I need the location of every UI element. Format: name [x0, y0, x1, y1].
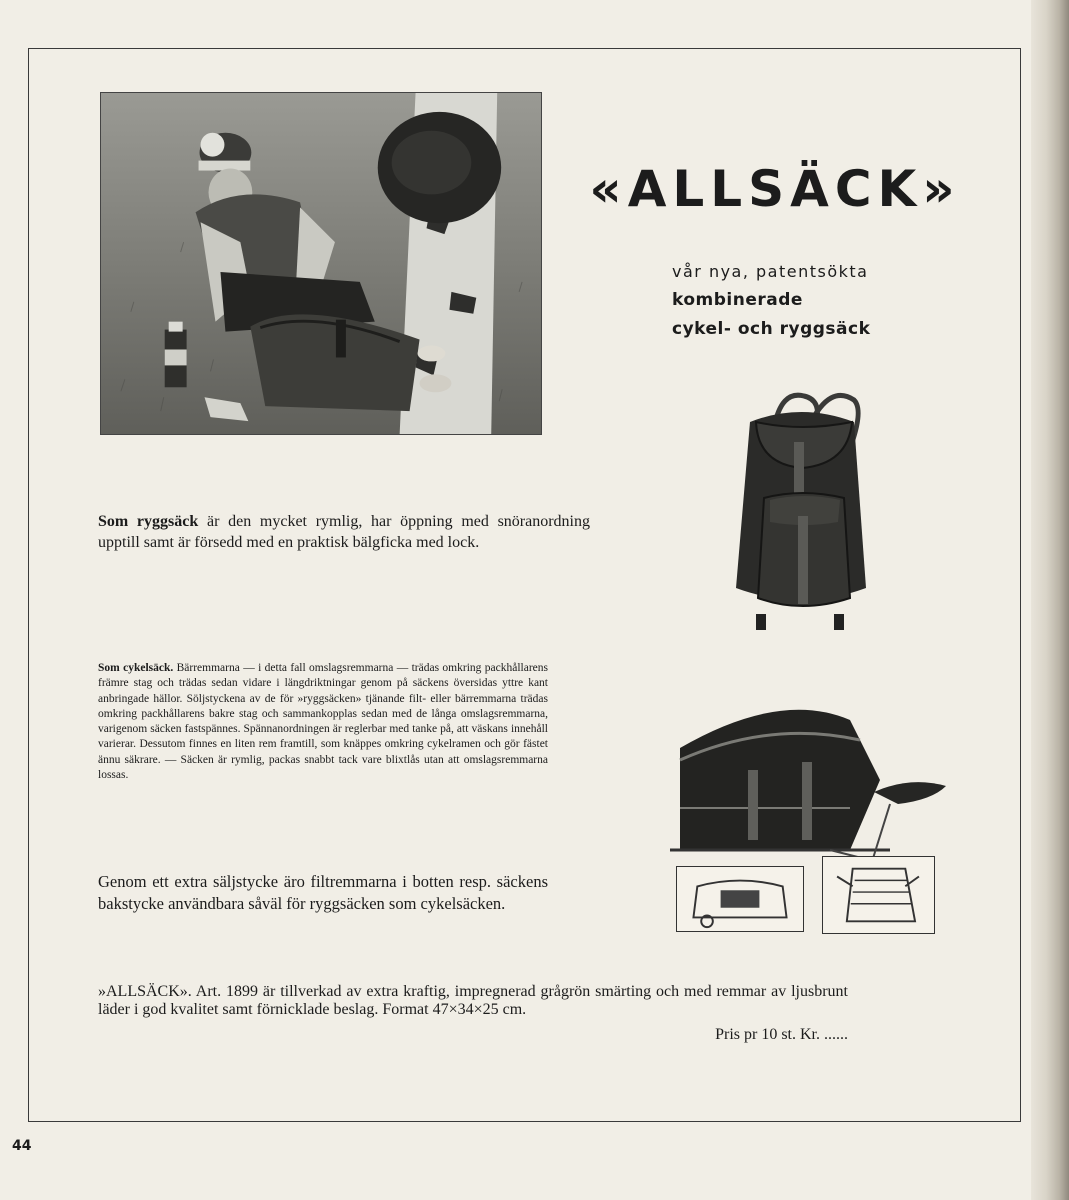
drawing-rucksack — [726, 388, 876, 636]
paragraph-bicycle-bag — [98, 661, 548, 783]
drawing-bicycle-bag — [660, 700, 950, 870]
paragraph-bicycle-lead: Som cykelsäck. — [98, 662, 174, 674]
paragraph-bicycle-text: Bärremmarna — i detta fall omslagsremmarna — trädas omkring packhållarens främre stag och trädas sedan vidare i längdriktningar genom på säckens översidas yttre kant anbringade hällor. Söljstyckena av de för »ryggsäcken» tjänande filt- eller bärremmarna trädas omkring packhållarens bakre stag och sammankopplas sedan med de långa omslagsremmarna, varigenom säcken fastspännes. Spännanordningen är reglerbar med tanke på, att väskans innehåll varierar. Dessutom finnes en liten rem framtill, som knäppes omkring cykelramen och gör fästet ännu säkrare. — Säcken är rymlig, packas snabbt tack vare blixtlås utan att omslagsremmarna lossas. — [98, 662, 548, 782]
headline-allsack: «ALLSÄCK» — [589, 160, 961, 218]
inset-attachment-detail-1 — [676, 866, 804, 932]
subtitle-line-3: cykel- och ryggsäck — [672, 319, 871, 339]
paragraph-rucksack — [98, 511, 590, 553]
photo-man-packing-rucksack — [100, 92, 542, 435]
page-edge-shadow — [1031, 0, 1069, 1200]
inset-attachment-detail-2 — [822, 856, 935, 934]
product-caption: »ALLSÄCK». Art. 1899 är tillverkad av extra kraftig, impregnerad grågrön smärting och med remmar av ljusbrunt läder i god kvalitet samt förnicklade beslag. Format 47×34×25 cm. — [98, 983, 848, 1018]
paragraph-extra-buckle: Genom ett extra säljstycke äro filtremmarna i botten resp. säckens bakstycke användbara såväl för ryggsäcken som cykelsäcken. — [98, 872, 548, 913]
subtitle-line-2: kombinerade — [672, 290, 803, 310]
price-line: Pris pr 10 st. Kr. ...... — [715, 1026, 848, 1043]
subtitle-line-1: vår nya, patentsökta — [672, 262, 869, 281]
page-number: 44 — [12, 1138, 32, 1154]
paragraph-rucksack-text: är den mycket rymlig, har öppning med snöranordning upptill samt är försedd med en praktisk bälgficka med lock. — [98, 513, 591, 551]
paragraph-rucksack-lead: Som ryggsäck — [98, 513, 199, 530]
